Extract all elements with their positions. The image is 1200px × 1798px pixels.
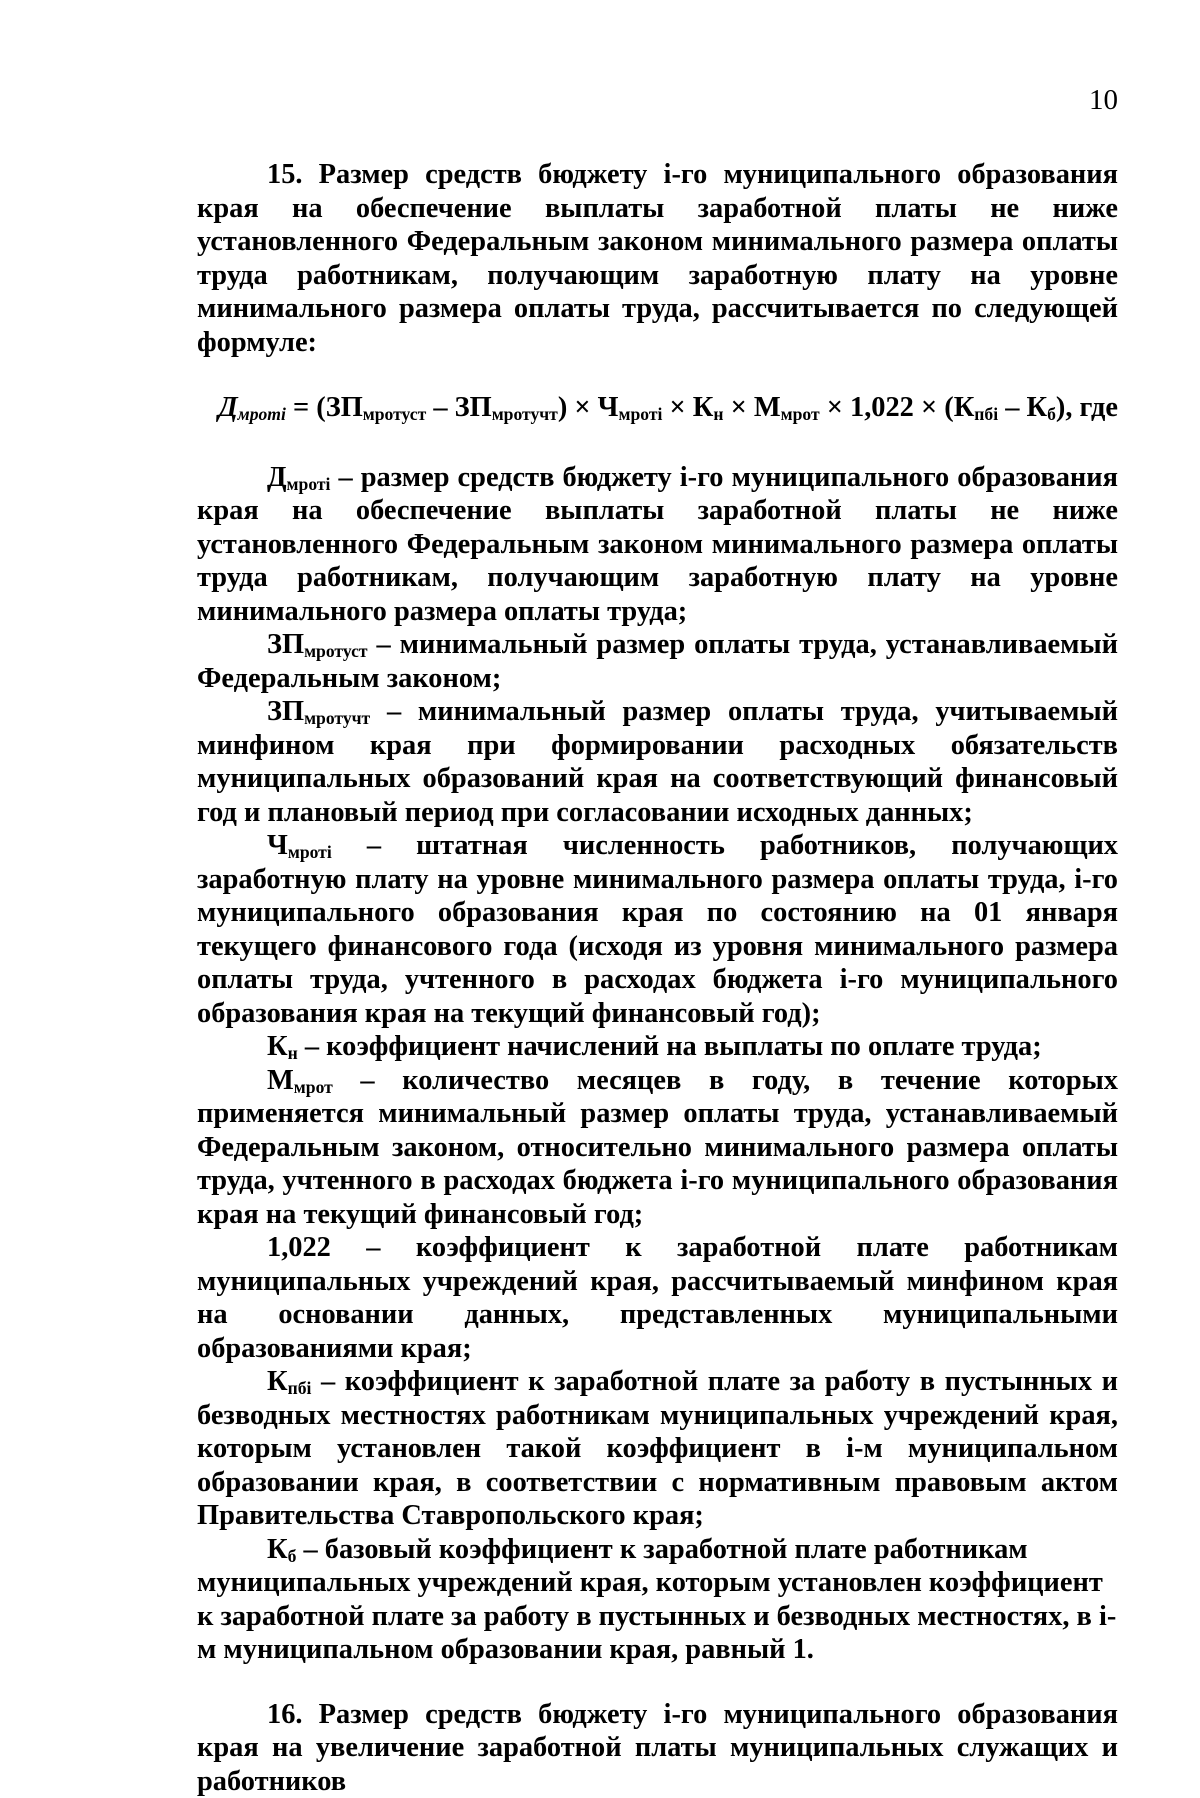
formula-part: × К	[662, 392, 713, 423]
formula-part: × 1,022 × (К	[820, 392, 975, 423]
formula-part: × М	[723, 392, 780, 423]
definition-k-n	[197, 1030, 1118, 1064]
definition-ch-mroti	[197, 829, 1118, 1030]
formula-sub: б	[1047, 404, 1056, 424]
definition-subscript: мротi	[287, 474, 331, 494]
definition-symbol: Ч	[267, 830, 288, 861]
definition-symbol: Д	[267, 462, 287, 493]
definition-text: – коэффициент начислений на выплаты по оплате труда;	[298, 1031, 1042, 1062]
definition-subscript: мротуст	[304, 641, 367, 661]
formula-part: = (ЗП	[286, 392, 363, 423]
definition-subscript: мрот	[294, 1077, 333, 1097]
definition-subscript: б	[288, 1546, 297, 1566]
definition-text: – коэффициент к заработной плате за работу в пустынных и безводных местностях работникам муниципальных учреждений края, которым установлен такой коэффициент в i-м муниципальном образовании края, в соответствии с нормативным правовым актом Правительства Ставропольского края;	[197, 1366, 1118, 1531]
formula-sub: мротучт	[492, 404, 558, 424]
formula-sub: н	[713, 404, 723, 424]
page-number: 10	[1089, 84, 1118, 117]
definition-d-mroti	[197, 461, 1118, 629]
definition-text: – размер средств бюджету i-го муниципального образования края на обеспечение выплаты заработной платы не ниже установленного Федеральным законом минимального размера оплаты труда работникам, получающим заработную плату на уровне минимального размера оплаты труда;	[197, 462, 1118, 627]
definition-symbol: К	[267, 1031, 288, 1062]
definition-symbol: ЗП	[267, 696, 304, 727]
definition-m-mrot	[197, 1064, 1118, 1232]
definition-text: – базовый коэффициент к заработной плате работникам муниципальных учреждений края, которым установлен коэффициент к заработной плате за работу в пустынных и безводных местностях, в i-м муниципальном образовании края, равный 1.	[197, 1534, 1116, 1666]
formula-sub: мрот	[781, 404, 820, 424]
section-15-intro: 15. Размер средств бюджету i-го муниципального образования края на обеспечение выплаты заработной платы не ниже установленного Федеральным законом минимального размера оплаты труда работникам, получающим заработную плату на уровне минимального размера оплаты труда, рассчитывается по следующей формуле:	[197, 158, 1118, 359]
formula-part: ) × Ч	[558, 392, 619, 423]
definition-zp-mrotucht	[197, 695, 1118, 829]
definition-k-pbi	[197, 1365, 1118, 1533]
definition-subscript: мротучт	[304, 708, 370, 728]
definition-symbol: К	[267, 1534, 288, 1565]
definition-text: – коэффициент к заработной плате работникам муниципальных учреждений края, рассчитываемый минфином края на основании данных, представленных муниципальными образованиями края;	[197, 1232, 1118, 1364]
formula-sub: мротi	[618, 404, 662, 424]
definition-subscript: мротi	[288, 842, 332, 862]
definition-1022	[197, 1231, 1118, 1365]
definition-symbol: К	[267, 1366, 288, 1397]
formula	[197, 391, 1118, 425]
definition-text: – минимальный размер оплаты труда, учитываемый минфином края при формировании расходных обязательств муниципальных образований края на соответствующий финансовый год и плановый период при согласовании исходных данных;	[197, 696, 1118, 828]
definition-zp-mrotust	[197, 628, 1118, 695]
formula-lhs: Д	[218, 392, 237, 423]
formula-sub: мротуст	[363, 404, 426, 424]
definition-text: – штатная численность работников, получающих заработную плату на уровне минимального размера оплаты труда, i-го муниципального образования края по состоянию на 01 января текущего финансового года (исходя из уровня минимального размера оплаты труда, учтенного в расходах бюджета i-го муниципального образования края на текущий финансовый год);	[197, 830, 1118, 1029]
definition-subscript: пбi	[288, 1378, 312, 1398]
definition-subscript: н	[288, 1043, 298, 1063]
formula-lhs-sub: мротi	[238, 404, 286, 424]
definition-symbol: М	[267, 1065, 294, 1096]
definition-k-b	[197, 1533, 1118, 1667]
document-body	[197, 158, 1118, 1798]
formula-sub: пбi	[974, 404, 998, 424]
formula-part: – ЗП	[426, 392, 491, 423]
definition-text: – минимальный размер оплаты труда, устанавливаемый Федеральным законом;	[197, 629, 1118, 694]
definition-symbol: ЗП	[267, 629, 304, 660]
formula-part: – К	[998, 392, 1047, 423]
section-16-intro: 16. Размер средств бюджету i-го муниципального образования края на увеличение заработной платы муниципальных служащих и работников	[197, 1698, 1118, 1798]
definition-symbol: 1,022	[267, 1232, 331, 1263]
formula-part: ), где	[1056, 392, 1118, 423]
definition-text: – количество месяцев в году, в течение которых применяется минимальный размер оплаты труда, устанавливаемый Федеральным законом, относительно минимального размера оплаты труда, учтенного в расходах бюджета i-го муниципального образования края на текущий финансовый год;	[197, 1065, 1118, 1230]
